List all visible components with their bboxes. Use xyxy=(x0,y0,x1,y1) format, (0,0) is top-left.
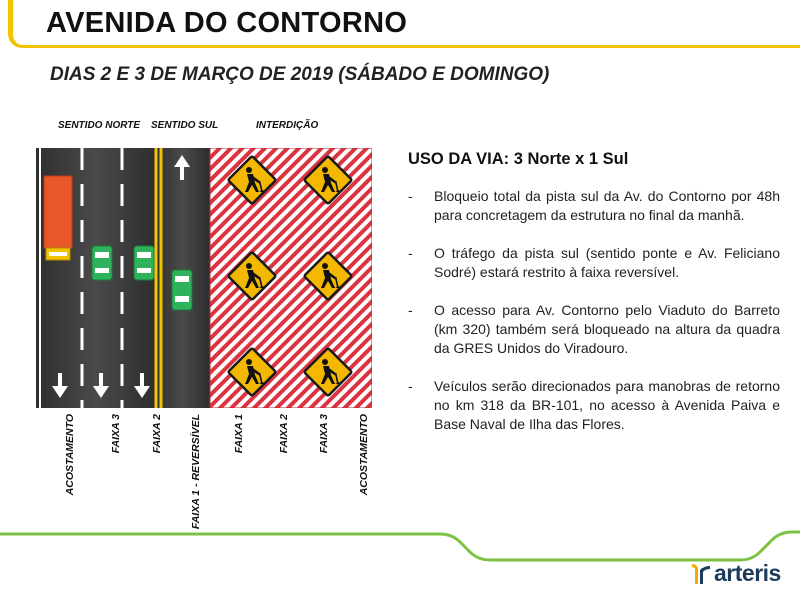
road-lane-diagram xyxy=(36,148,372,408)
page-title: AVENIDA DO CONTORNO xyxy=(46,7,408,39)
column-header-sentido-sul: SENTIDO SUL xyxy=(151,120,219,131)
lane-label-acostamento-sul: ACOSTAMENTO xyxy=(358,414,370,496)
brand-name: arteris xyxy=(714,560,781,586)
lane-label-acostamento-norte: ACOSTAMENTO xyxy=(64,414,76,496)
list-item: - O acesso para Av. Contorno pelo Viaduto do Barreto (km 320) também será bloqueado na altura da quadra da GRES Unidos do Viradouro. xyxy=(408,302,780,356)
list-item: - O tráfego da pista sul (sentido ponte e Av. Feliciano Sodré) estará restrito à faixa reversível. xyxy=(408,245,780,280)
lane-label-faixa-1-sul: FAIXA 1 xyxy=(233,414,245,454)
car-icon xyxy=(92,246,112,280)
lane-label-faixa-3-sul: FAIXA 3 xyxy=(318,414,330,454)
page-subtitle: DIAS 2 E 3 DE MARÇO DE 2019 (SÁBADO E DOMINGO) xyxy=(50,64,550,85)
lane-label-faixa-2-norte: FAIXA 2 xyxy=(151,414,163,454)
truck-icon xyxy=(44,176,72,260)
list-item: - Bloqueio total da pista sul da Av. do Contorno por 48h para concretagem da estrutura no final da manhã. xyxy=(408,188,780,223)
panel-title: USO DA VIA: 3 Norte x 1 Sul xyxy=(408,150,629,168)
lane-label-faixa-1-reversivel: FAIXA 1 - REVERSÍVEL xyxy=(190,414,202,530)
car-icon xyxy=(134,246,154,280)
footer-wave-line xyxy=(0,528,800,568)
lane-label-faixa-3-norte: FAIXA 3 xyxy=(110,414,122,454)
lane-label-faixa-2-sul: FAIXA 2 xyxy=(278,414,290,454)
arteris-logo-icon xyxy=(690,562,712,586)
car-icon xyxy=(172,270,192,310)
list-item: - Veículos serão direcionados para manobras de retorno no km 318 da BR-101, no acesso à Avenida Paiva e Base Naval de Ilha das Flores. xyxy=(408,378,780,432)
arteris-logo xyxy=(690,560,781,587)
info-panel xyxy=(408,150,780,453)
column-header-interdicao: INTERDIÇÃO xyxy=(256,120,319,131)
column-header-sentido-norte: SENTIDO NORTE xyxy=(58,120,141,131)
